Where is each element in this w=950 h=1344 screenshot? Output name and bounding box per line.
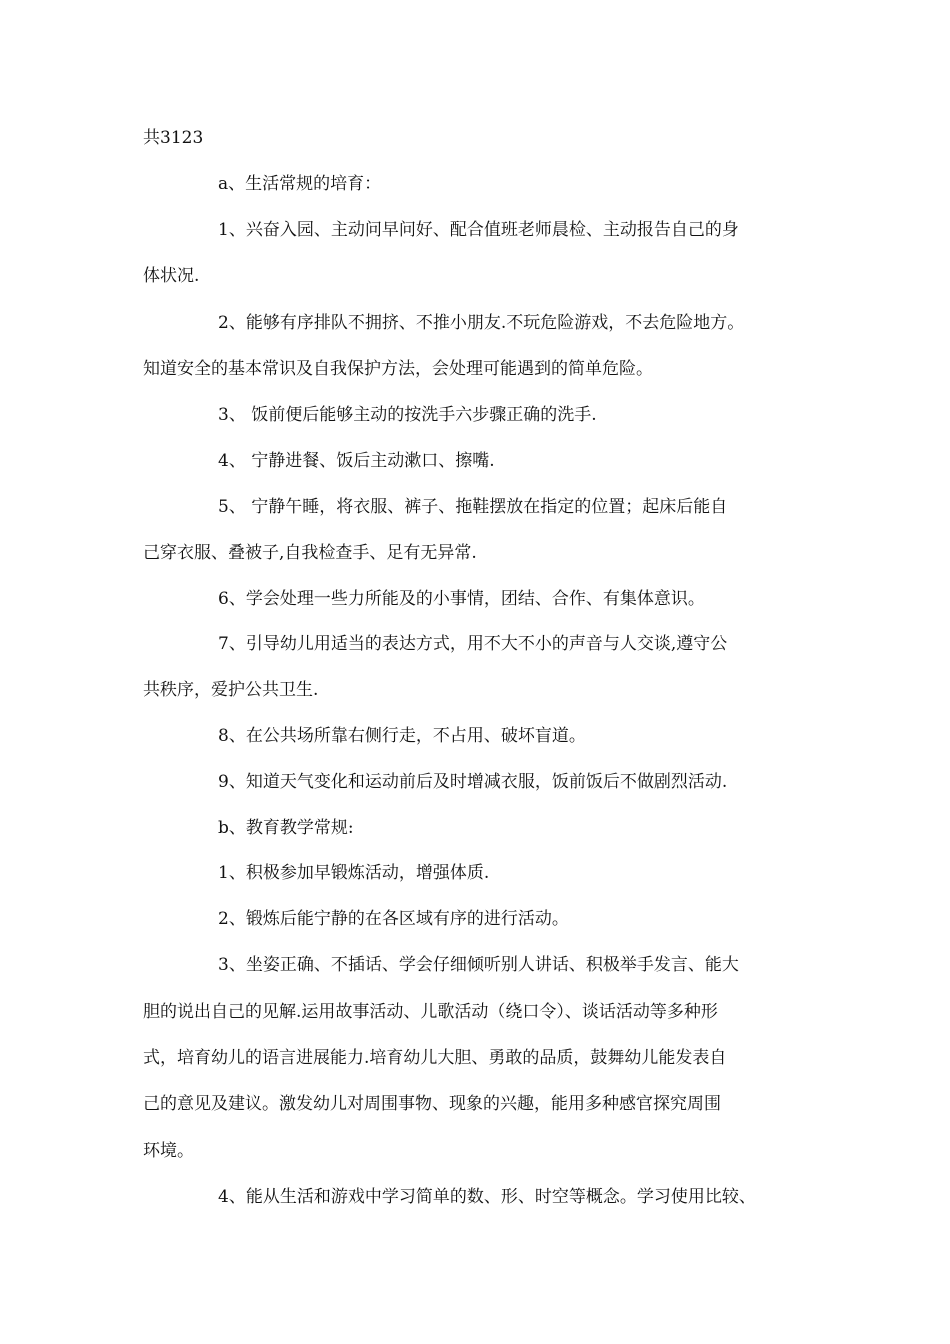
section-heading-a: a、生活常规的培育： — [218, 174, 382, 194]
paragraph-line: 5、 宁静午睡，将衣服、裤子、拖鞋摆放在指定的位置；起床后能自 — [218, 497, 728, 517]
paragraph-line: 3、坐姿正确、不插话、学会仔细倾听别人讲话、积极举手发言、能大 — [218, 955, 739, 975]
paragraph-line: 8、在公共场所靠右侧行走，不占用、破坏盲道。 — [218, 726, 586, 746]
paragraph-line: 己的意见及建议。激发幼儿对周围事物、现象的兴趣，能用多种感官探究周围 — [143, 1094, 721, 1114]
paragraph-line: 3、 饭前便后能够主动的按洗手六步骤正确的洗手. — [218, 405, 597, 425]
paragraph-line: 2、锻炼后能宁静的在各区域有序的进行活动。 — [218, 909, 569, 929]
paragraph-line: 4、能从生活和游戏中学习简单的数、形、时空等概念。学习使用比较、 — [218, 1187, 756, 1207]
paragraph-line: 2、能够有序排队不拥挤、不推小朋友.不玩危险游戏，不去危险地方。 — [218, 313, 745, 333]
paragraph-line: 9、知道天气变化和运动前后及时增减衣服，饭前饭后不做剧烈活动. — [218, 772, 728, 792]
section-heading-b: b、教育教学常规: — [218, 818, 354, 838]
paragraph-line: 7、引导幼儿用适当的表达方式，用不大不小的声音与人交谈,遵守公 — [218, 634, 728, 654]
paragraph-line: 胆的说出自己的见解.运用故事活动、儿歌活动（绕口令）、谈话活动等多种形 — [143, 1002, 718, 1022]
paragraph-line: 共秩序，爱护公共卫生. — [143, 680, 319, 700]
paragraph-line: 式，培育幼儿的语言进展能力.培育幼儿大胆、勇敢的品质，鼓舞幼儿能发表自 — [143, 1048, 727, 1068]
paragraph-line: 1、兴奋入园、主动问早问好、配合值班老师晨检、主动报告自己的身 — [218, 220, 739, 240]
paragraph-line: 6、学会处理一些力所能及的小事情，团结、合作、有集体意识。 — [218, 589, 705, 609]
paragraph-line: 4、 宁静进餐、饭后主动漱口、擦嘴. — [218, 451, 495, 471]
header-fragment: 共3123 — [143, 128, 204, 148]
paragraph-line: 体状况. — [143, 266, 200, 286]
paragraph-line: 环境。 — [143, 1141, 194, 1161]
paragraph-line: 己穿衣服、叠被子,自我检查手、足有无异常. — [143, 543, 477, 563]
paragraph-line: 知道安全的基本常识及自我保护方法，会处理可能遇到的简单危险。 — [143, 359, 653, 379]
paragraph-line: 1、积极参加早锻炼活动，增强体质. — [218, 863, 490, 883]
